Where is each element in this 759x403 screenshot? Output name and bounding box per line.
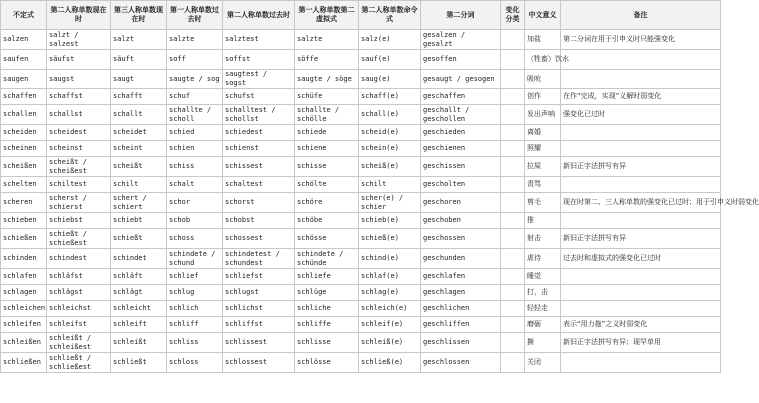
table-cell: 吸吮 <box>525 70 561 89</box>
table-cell: saufen <box>1 50 47 70</box>
table-cell: geschienen <box>421 141 501 157</box>
table-cell <box>501 89 525 105</box>
table-cell: schiede <box>295 125 359 141</box>
table-cell <box>501 177 525 193</box>
table-cell: geschlissen <box>421 333 501 353</box>
table-cell <box>561 125 721 141</box>
table-cell: 拉屎 <box>525 157 561 177</box>
table-cell: schlisse <box>295 333 359 353</box>
table-cell: schleich(e) <box>359 301 421 317</box>
table-cell: scheinen <box>1 141 47 157</box>
table-row <box>1 249 721 269</box>
table-cell: 轻轻走 <box>525 301 561 317</box>
table-cell: salzte <box>295 30 359 50</box>
table-row <box>1 229 721 249</box>
table-body <box>1 30 759 373</box>
table-cell: geschlichen <box>421 301 501 317</box>
column-header: 第二人称单数过去时 <box>223 1 295 30</box>
table-cell: schließt <box>111 353 167 373</box>
table-cell: schiebst <box>47 213 111 229</box>
table-cell: scheißen <box>1 157 47 177</box>
table-cell: schaltest <box>223 177 295 193</box>
table-row <box>1 89 721 105</box>
table-cell: schallen <box>1 105 47 125</box>
table-cell: schallte / scholl <box>167 105 223 125</box>
table-row <box>1 177 721 193</box>
table-cell: scheiden <box>1 125 47 141</box>
table-cell <box>501 193 525 213</box>
table-cell: schlüge <box>295 285 359 301</box>
table-cell <box>561 50 721 70</box>
table-cell: schossest <box>223 229 295 249</box>
column-header: 第二人称单数命令式 <box>359 1 421 30</box>
table-cell: söffe <box>295 50 359 70</box>
table-cell: schoss <box>167 229 223 249</box>
table-row <box>1 193 721 213</box>
table-cell: schob <box>167 213 223 229</box>
table-cell: schaffst <box>47 89 111 105</box>
table-cell <box>501 249 525 269</box>
table-cell: schuf <box>167 89 223 105</box>
table-cell: schalt <box>167 177 223 193</box>
table-cell: schleifen <box>1 317 47 333</box>
table-cell: schliff <box>167 317 223 333</box>
table-cell: schlossest <box>223 353 295 373</box>
table-cell: schleift <box>111 317 167 333</box>
table-row <box>1 285 721 301</box>
column-header: 不定式 <box>1 1 47 30</box>
table-cell: schliefst <box>223 269 295 285</box>
table-row <box>1 30 721 50</box>
table-cell: schindete / schund <box>167 249 223 269</box>
table-cell <box>561 301 721 317</box>
table-cell <box>501 301 525 317</box>
table-cell: scheiß(e) <box>359 157 421 177</box>
table-header <box>1 1 721 30</box>
table-cell <box>561 70 721 89</box>
table-cell: schlag(e) <box>359 285 421 301</box>
table-cell: schiss <box>167 157 223 177</box>
table-row <box>1 125 721 141</box>
table-cell: schloss <box>167 353 223 373</box>
table-row <box>1 213 721 229</box>
table-cell: scheißt / scheißest <box>47 157 111 177</box>
table-cell: schallst <box>47 105 111 125</box>
table-cell: schiltest <box>47 177 111 193</box>
table-cell: schiebt <box>111 213 167 229</box>
table-cell: saugte / söge <box>295 70 359 89</box>
table-cell: schießen <box>1 229 47 249</box>
table-cell: schinden <box>1 249 47 269</box>
table-cell <box>501 141 525 157</box>
table-cell: geschallt / geschollen <box>421 105 501 125</box>
table-cell: schliss <box>167 333 223 353</box>
column-header: 第一人称单数过去时 <box>167 1 223 30</box>
table-cell <box>501 213 525 229</box>
table-cell: schind(e) <box>359 249 421 269</box>
table-cell <box>501 157 525 177</box>
table-cell: scherst / schierst <box>47 193 111 213</box>
table-row <box>1 70 721 89</box>
table-cell: schleißt <box>111 333 167 353</box>
table-cell <box>501 269 525 285</box>
table-cell: schliefe <box>295 269 359 285</box>
table-cell: schiene <box>295 141 359 157</box>
table-cell: schisse <box>295 157 359 177</box>
table-cell: geschoben <box>421 213 501 229</box>
table-cell: scheidest <box>47 125 111 141</box>
table-cell <box>561 141 721 157</box>
table-cell: schindetest / schundest <box>223 249 295 269</box>
table-cell: 射击 <box>525 229 561 249</box>
table-cell: schilt <box>111 177 167 193</box>
table-cell: 加盐 <box>525 30 561 50</box>
table-cell <box>501 333 525 353</box>
column-header: 第一人称单数第二虚拟式 <box>295 1 359 30</box>
table-cell: schaffen <box>1 89 47 105</box>
table-cell: schleifst <box>47 317 111 333</box>
table-cell: saugtest / sogst <box>223 70 295 89</box>
table-row <box>1 269 721 285</box>
table-cell <box>561 285 721 301</box>
table-cell: schlafen <box>1 269 47 285</box>
table-cell: säuft <box>111 50 167 70</box>
table-cell: schlief <box>167 269 223 285</box>
table-row <box>1 353 721 373</box>
table-cell <box>561 353 721 373</box>
table-cell: 现在时第二、三人称单数的强变化已过时；用于引申义时弱变化 <box>561 193 721 213</box>
table-cell: scher(e) / schier <box>359 193 421 213</box>
table-cell: 关闭 <box>525 353 561 373</box>
table-row <box>1 105 721 125</box>
table-cell <box>501 285 525 301</box>
table-cell: schleißt / schleißest <box>47 333 111 353</box>
table-cell: geschieden <box>421 125 501 141</box>
table-cell: geschaffen <box>421 89 501 105</box>
table-cell: geschlossen <box>421 353 501 373</box>
table-cell: soff <box>167 50 223 70</box>
table-cell: schließ(e) <box>359 353 421 373</box>
table-cell: 发出声响 <box>525 105 561 125</box>
table-cell: schlösse <box>295 353 359 373</box>
table-cell: schieb(e) <box>359 213 421 229</box>
table-cell: schobst <box>223 213 295 229</box>
table-cell: gesoffen <box>421 50 501 70</box>
table-cell: salzte <box>167 30 223 50</box>
table-row <box>1 141 721 157</box>
table-cell: schießt <box>111 229 167 249</box>
table-cell: 照耀 <box>525 141 561 157</box>
table-cell: saug(e) <box>359 70 421 89</box>
table-cell: schliche <box>295 301 359 317</box>
table-cell: schlägst <box>47 285 111 301</box>
table-cell <box>501 30 525 50</box>
table-cell: schien <box>167 141 223 157</box>
table-cell: 责骂 <box>525 177 561 193</box>
table-cell: 过去时和虚拟式的强变化已过时 <box>561 249 721 269</box>
table-cell: schienst <box>223 141 295 157</box>
table-cell: schall(e) <box>359 105 421 125</box>
table-cell: 磨砺 <box>525 317 561 333</box>
table-cell: schliffst <box>223 317 295 333</box>
table-cell: 新旧正字法拼写有异；现罕单用 <box>561 333 721 353</box>
table-cell: （牲畜）饮水 <box>525 50 561 70</box>
table-cell: geschissen <box>421 157 501 177</box>
table-cell: schölte <box>295 177 359 193</box>
table-cell: schindete / schünde <box>295 249 359 269</box>
column-header: 第三人称单数现在时 <box>111 1 167 30</box>
table-cell: säufst <box>47 50 111 70</box>
table-cell: 睡觉 <box>525 269 561 285</box>
table-cell: 强变化已过时 <box>561 105 721 125</box>
table-cell: schorst <box>223 193 295 213</box>
table-cell: schließen <box>1 353 47 373</box>
table-cell: geschlafen <box>421 269 501 285</box>
table-cell: schieß(e) <box>359 229 421 249</box>
table-cell: scheid(e) <box>359 125 421 141</box>
table-cell: schein(e) <box>359 141 421 157</box>
table-cell: schlagen <box>1 285 47 301</box>
table-cell: sauf(e) <box>359 50 421 70</box>
table-cell: salzt / salzest <box>47 30 111 50</box>
table-cell: schöre <box>295 193 359 213</box>
table-cell: schaff(e) <box>359 89 421 105</box>
table-cell: schallte / schölle <box>295 105 359 125</box>
table-cell: gesaugt / gesogen <box>421 70 501 89</box>
column-header: 备注 <box>561 1 721 30</box>
table-cell: schlichst <box>223 301 295 317</box>
table-row <box>1 317 721 333</box>
table-cell: 虐待 <box>525 249 561 269</box>
table-cell: schlägt <box>111 285 167 301</box>
table-cell: schlaf(e) <box>359 269 421 285</box>
table-cell: salzen <box>1 30 47 50</box>
table-cell: schalltest / schollst <box>223 105 295 125</box>
table-cell: 表示“用力拖”之义时弱变化 <box>561 317 721 333</box>
table-cell: scheren <box>1 193 47 213</box>
table-cell: schlich <box>167 301 223 317</box>
table-cell <box>501 105 525 125</box>
table-cell: geschlagen <box>421 285 501 301</box>
table-cell: schüfe <box>295 89 359 105</box>
table-cell: schleichen <box>1 301 47 317</box>
header-row <box>1 1 721 30</box>
table-cell: schiedest <box>223 125 295 141</box>
table-cell <box>501 125 525 141</box>
column-header: 第二人称单数现在时 <box>47 1 111 30</box>
table-cell: schleicht <box>111 301 167 317</box>
table-cell: saugt <box>111 70 167 89</box>
table-cell: schlug <box>167 285 223 301</box>
table-cell: scheint <box>111 141 167 157</box>
table-cell: schlugst <box>223 285 295 301</box>
table-cell: schösse <box>295 229 359 249</box>
table-cell: schert / schiert <box>111 193 167 213</box>
table-cell: gesalzen / gesalzt <box>421 30 501 50</box>
table-cell: schleißen <box>1 333 47 353</box>
table-cell: schieben <box>1 213 47 229</box>
table-cell <box>561 269 721 285</box>
table-cell: 新旧正字法拼写有异 <box>561 229 721 249</box>
table-cell: gescholten <box>421 177 501 193</box>
table-cell: schor <box>167 193 223 213</box>
table-cell <box>501 317 525 333</box>
table-row <box>1 301 721 317</box>
table-row <box>1 50 721 70</box>
table-cell: 打，击 <box>525 285 561 301</box>
table-cell: schleiß(e) <box>359 333 421 353</box>
table-cell: 创作 <box>525 89 561 105</box>
table-cell: scheinst <box>47 141 111 157</box>
table-cell <box>501 353 525 373</box>
table-cell: 离婚 <box>525 125 561 141</box>
table-cell: schießt / schießest <box>47 229 111 249</box>
table-cell: schafft <box>111 89 167 105</box>
table-cell: schleichst <box>47 301 111 317</box>
table-cell: saugte / sog <box>167 70 223 89</box>
table-cell <box>501 50 525 70</box>
table-cell: scheidet <box>111 125 167 141</box>
table-cell: schilt <box>359 177 421 193</box>
table-cell: saugen <box>1 70 47 89</box>
table-cell <box>561 177 721 193</box>
table-cell: 撕 <box>525 333 561 353</box>
table-cell <box>561 213 721 229</box>
table-cell: schliffe <box>295 317 359 333</box>
table-cell: 新旧正字法拼写有异 <box>561 157 721 177</box>
table-cell: saugst <box>47 70 111 89</box>
table-cell: geschliffen <box>421 317 501 333</box>
table-cell: schindest <box>47 249 111 269</box>
table-cell <box>501 229 525 249</box>
table-cell: schelten <box>1 177 47 193</box>
table-cell: 剪毛 <box>525 193 561 213</box>
table-cell: schissest <box>223 157 295 177</box>
table-cell: schließt / schließest <box>47 353 111 373</box>
table-cell: schläfst <box>47 269 111 285</box>
table-cell: schindet <box>111 249 167 269</box>
table-cell: salztest <box>223 30 295 50</box>
column-header: 第二分词 <box>421 1 501 30</box>
table-cell: salzt <box>111 30 167 50</box>
table-cell: schleif(e) <box>359 317 421 333</box>
table-cell: schufst <box>223 89 295 105</box>
table-cell: soffst <box>223 50 295 70</box>
table-cell: geschunden <box>421 249 501 269</box>
table-cell: schläft <box>111 269 167 285</box>
table-cell: schlissest <box>223 333 295 353</box>
table-cell: schallt <box>111 105 167 125</box>
table-cell: geschossen <box>421 229 501 249</box>
column-header: 变化分类 <box>501 1 525 30</box>
table-cell: 第二分词在用于引申义时只能强变化 <box>561 30 721 50</box>
table-cell: schied <box>167 125 223 141</box>
table-cell: 推 <box>525 213 561 229</box>
table-cell: 在作“完成，实现”义解时弱变化 <box>561 89 721 105</box>
table-cell: scheißt <box>111 157 167 177</box>
column-header: 中文意义 <box>525 1 561 30</box>
table-cell: salz(e) <box>359 30 421 50</box>
table-cell: geschoren <box>421 193 501 213</box>
table-row <box>1 157 721 177</box>
table-cell: schöbe <box>295 213 359 229</box>
table-row <box>1 333 721 353</box>
table-cell <box>501 70 525 89</box>
